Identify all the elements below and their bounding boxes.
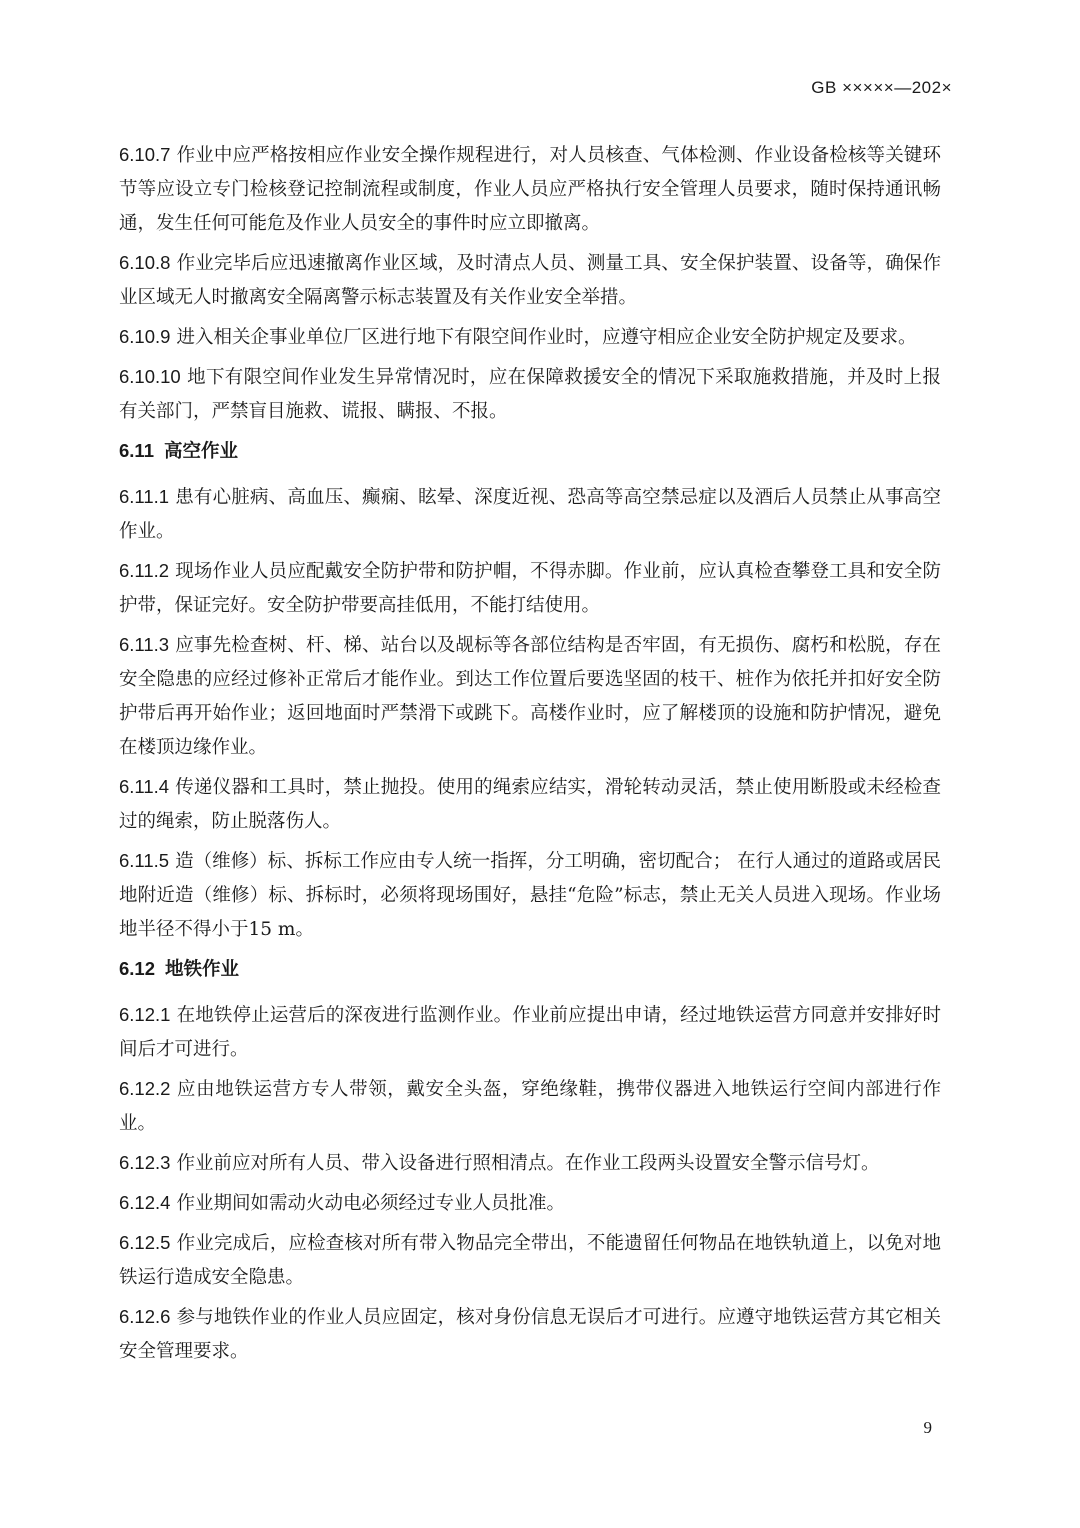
clause-text: 传递仪器和工具时，禁止抛投。使用的绳索应结实，滑轮转动灵活，禁止使用断股或未经检查过的绳索，防止脱落伤人。 <box>119 777 941 832</box>
clause-number: 6.10.8 <box>119 252 171 273</box>
clause-text: 地下有限空间作业发生异常情况时，应在保障救援安全的情况下采取施救措施，并及时上报有关部门，严禁盲目施救、谎报、瞒报、不报。 <box>119 367 941 422</box>
section-title: 高空作业 <box>164 440 239 461</box>
clause-text: 造（维修）标、拆标工作应由专人统一指挥，分工明确，密切配合； 在行人通过的道路或居民地附近造（维修）标、拆标时，必须将现场围好，悬挂“危险”标志，禁止无关人员进入现场。作业场地半径不得小于15 m。 <box>119 851 941 940</box>
clause-number: 6.11.5 <box>119 850 170 871</box>
clause-text: 患有心脏病、高血压、癫痫、眩晕、深度近视、恐高等高空禁忌症以及酒后人员禁止从事高空作业。 <box>119 487 941 542</box>
clause-paragraph <box>119 480 941 549</box>
page-number: 9 <box>923 1418 932 1437</box>
section-number: 6.12 <box>119 958 156 979</box>
clause-number: 6.12.4 <box>119 1192 171 1213</box>
section-number: 6.11 <box>119 440 154 461</box>
clause-paragraph <box>119 998 941 1067</box>
section-title: 地铁作业 <box>165 958 240 979</box>
clause-number: 6.11.3 <box>119 634 170 655</box>
clause-text: 在地铁停止运营后的深夜进行监测作业。作业前应提出申请，经过地铁运营方同意并安排好时间后才可进行。 <box>119 1005 941 1060</box>
section-heading <box>119 952 941 986</box>
clause-number: 6.12.3 <box>119 1152 171 1173</box>
clause-paragraph <box>119 844 941 947</box>
clause-text: 参与地铁作业的作业人员应固定，核对身份信息无误后才可进行。应遵守地铁运营方其它相关安全管理要求。 <box>119 1307 941 1362</box>
clause-text: 作业前应对所有人员、带入设备进行照相清点。在作业工段两头设置安全警示信号灯。 <box>176 1153 880 1174</box>
standard-prefix: GB <box>811 78 837 97</box>
clause-text: 作业期间如需动火动电必须经过专业人员批准。 <box>176 1193 565 1214</box>
clause-text: 应由地铁运营方专人带领，戴安全头盔，穿绝缘鞋，携带仪器进入地铁运行空间内部进行作业。 <box>119 1079 941 1134</box>
clause-paragraph <box>119 1072 941 1141</box>
clause-paragraph <box>119 628 941 765</box>
clause-paragraph <box>119 554 941 623</box>
clause-number: 6.12.1 <box>119 1004 171 1025</box>
clause-text: 作业中应严格按相应作业安全操作规程进行，对人员核查、气体检测、作业设备检核等关键环节等应设立专门检核登记控制流程或制度，作业人员应严格执行安全管理人员要求，随时保持通讯畅通，发生任何可能危及作业人员安全的事件时应立即撤离。 <box>119 145 941 234</box>
clause-paragraph <box>119 246 941 315</box>
clause-number: 6.11.1 <box>119 486 170 507</box>
clause-paragraph <box>119 320 941 355</box>
clause-number: 6.11.2 <box>119 560 170 581</box>
section-heading <box>119 434 941 468</box>
clause-number: 6.12.6 <box>119 1306 171 1327</box>
clause-text: 作业完毕后应迅速撤离作业区域，及时清点人员、测量工具、安全保护装置、设备等，确保作业区域无人时撤离安全隔离警示标志装置及有关作业安全举措。 <box>119 253 941 308</box>
clause-paragraph <box>119 1146 941 1181</box>
clause-paragraph <box>119 1186 941 1221</box>
clause-number: 6.11.4 <box>119 776 170 797</box>
clause-number: 6.10.7 <box>119 144 171 165</box>
clause-paragraph <box>119 770 941 839</box>
clause-text: 进入相关企事业单位厂区进行地下有限空间作业时，应遵守相应企业安全防护规定及要求。 <box>176 327 917 348</box>
clause-number: 6.12.5 <box>119 1232 171 1253</box>
clause-text: 应事先检查树、杆、梯、站台以及觇标等各部位结构是否牢固，有无损伤、腐朽和松脱，存在安全隐患的应经过修补正常后才能作业。到达工作位置后要选坚固的枝干、桩作为依托并扣好安全防护带后再开始作业；返回地面时严禁滑下或跳下。高楼作业时，应了解楼顶的设施和防护情况，避免在楼顶边缘作业。 <box>119 635 941 758</box>
clause-paragraph <box>119 1300 941 1369</box>
document-header <box>811 78 952 98</box>
clause-text: 现场作业人员应配戴安全防护带和防护帽，不得赤脚。作业前，应认真检查攀登工具和安全防护带，保证完好。安全防护带要高挂低用，不能打结使用。 <box>119 561 941 616</box>
clause-paragraph <box>119 360 941 429</box>
clause-text: 作业完成后，应检查核对所有带入物品完全带出，不能遗留任何物品在地铁轨道上，以免对地铁运行造成安全隐患。 <box>119 1233 941 1288</box>
standard-code: ×××××—202× <box>842 78 952 97</box>
clause-paragraph <box>119 1226 941 1295</box>
clause-number: 6.10.10 <box>119 366 181 387</box>
clause-paragraph <box>119 138 941 241</box>
clause-number: 6.10.9 <box>119 326 171 347</box>
clause-number: 6.12.2 <box>119 1078 171 1099</box>
document-body <box>119 138 941 1374</box>
